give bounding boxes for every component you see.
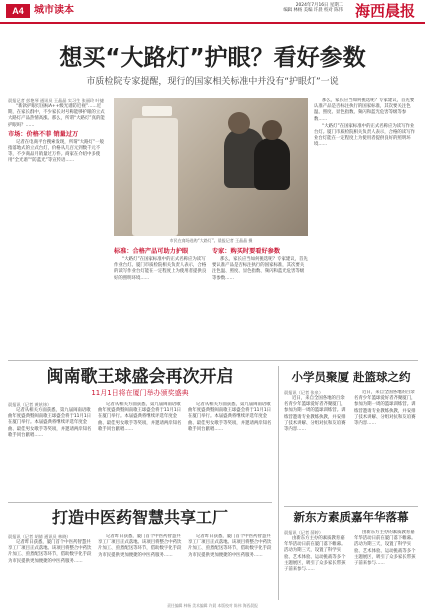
- new-column-2: [354, 530, 418, 600]
- music-column-1: [8, 402, 92, 498]
- editors-text: 编辑 林杨 美编 许晨 校对 陈伟: [283, 8, 343, 14]
- masthead-logo: 海西晨报: [354, 2, 415, 20]
- music-story: [8, 366, 272, 398]
- lead-column-3: [212, 246, 308, 356]
- new-headline: 新东方素质嘉年华落幕: [293, 510, 409, 524]
- youth-divider: [284, 506, 418, 507]
- header-rule: [0, 22, 425, 24]
- tcm-column-2: [98, 534, 182, 600]
- section-divider: [8, 360, 418, 361]
- youth-column-2: [354, 390, 418, 502]
- youth-byline: 晨报讯（记者 张泉）: [284, 390, 324, 395]
- page-header: [0, 0, 425, 22]
- music-column-2: [98, 402, 182, 498]
- lead-photo-caption: 市民在商场选购“大路灯”。晨报记者 王晶晶 摄: [169, 238, 253, 243]
- section-title: 城市读本: [34, 5, 74, 16]
- tcm-text-3: 记者昨日获悉，厦门首个中医药智慧共享工厂项目正式落地。该项目将整合中药饮片加工、煎煮配送等环节，借助数字化手段为市民提供更加便捷的中医药服务……: [188, 534, 272, 558]
- tcm-headline: 打造中医药智慧共享工厂: [51, 508, 228, 527]
- date-line: [283, 3, 343, 14]
- lead-column-2: [114, 246, 208, 356]
- youth-column-1: [284, 390, 348, 502]
- vertical-divider: [278, 366, 279, 600]
- lead-subheadline: 市质检院专家提醒，现行的国家相关标准中并没有“护眼灯”一说: [86, 77, 339, 87]
- music-text-2: 记者从相关方面获悉，第九届闽南语歌曲年度盛典暨闽南歌王球盛会将于11月1日在厦门举行。本届盛典将继续评选年度金曲、最佳男女歌手等奖项，并邀请两岸知名歌手同台献唱……: [98, 402, 182, 432]
- youth-text-2: 近日，来自全国各地的百余名青少年篮球爱好者齐聚厦门，参加为期一周的篮球训练营。训练营邀请专业教练执教，并安排了技术讲解、分组对抗和友谊赛等内容……: [354, 390, 416, 427]
- lead-column-1: [8, 98, 108, 356]
- music-byline: 晨报讯（记者 黄炫炜）: [8, 402, 52, 407]
- new-column-1: [284, 530, 348, 600]
- tcm-text-1: 记者昨日获悉，厦门首个中医药智慧共享工厂项目正式落地。该项目将整合中药饮片加工、煎煮配送等环节，借助数字化手段为市民提供更加便捷的中医药服务……: [8, 540, 92, 564]
- music-text-3: 记者从相关方面获悉，第九届闽南语歌曲年度盛典暨闽南歌王球盛会将于11月1日在厦门举行。本届盛典将继续评选年度金曲、最佳男女歌手等奖项，并邀请两岸知名歌手同台献唱……: [188, 402, 272, 432]
- lead-section-title-2: 标准：合格产品可助力护眼: [114, 248, 189, 255]
- youth-headline: 小学员聚厦 赴篮球之约: [291, 370, 411, 384]
- page-number: A4: [6, 4, 30, 18]
- music-headline: 闽南歌王球盛会再次开启: [46, 367, 234, 387]
- date-text: 2024年7月16日 星期二: [295, 3, 343, 8]
- lead-photo: [114, 98, 308, 236]
- lead-continued-text: 那么，家长应当如何挑选呢？专家建议，首先要认准产品是否标注执行的国家标准，其次要关注色温、照度、显色指数、频闪和蓝光危害等级等参数……: [314, 98, 415, 122]
- music-divider: [8, 502, 272, 503]
- lead-column-4: [314, 98, 418, 356]
- lead-headline: 想买“大路灯”护眼？看好参数: [59, 45, 366, 71]
- tcm-byline: 晨报讯（记者 胡倩 通讯员 林晓）: [8, 534, 71, 539]
- new-text-2: 由新东方主办的素质教育嘉年华活动日前在厦门落下帷幕。活动为期三天，设置了科学实验、艺术体验、运动挑战等多个主题展区，吸引了众多家长带孩子前来参与……: [354, 530, 416, 567]
- lead-section-text-2: “大路灯”在国家标准中的正式名称应为读写作业台灯。厦门市质检院相关负责人表示，合格的读写作业台灯能在一定程度上为使用者提供良好的照明环境……: [114, 257, 207, 281]
- lead-continued-text-2: “大路灯”在国家标准中的正式名称应为读写作业台灯。厦门市质检院相关负责人表示，合格的读写作业台灯能在一定程度上为使用者提供良好的照明环境……: [314, 123, 415, 148]
- music-subheadline: 11月1日将在厦门举办颁奖盛典: [91, 389, 189, 397]
- lead-intro-text: “新款护眼灯国标A++级光谱防近视”……近期，在家长群中，不少家长对号称能够护眼的立式大路灯产品热情高涨。那么，所谓“大路灯”真的能护眼吗？……: [8, 104, 105, 128]
- new-byline: 晨报讯（记者 薛婷）: [284, 530, 324, 535]
- music-column-3: [188, 402, 272, 498]
- tcm-text-2: 记者昨日获悉，厦门首个中医药智慧共享工厂项目正式落地。该项目将整合中药饮片加工、煎煮配送等环节，借助数字化手段为市民提供更加便捷的中医药服务……: [98, 534, 182, 558]
- page-footer: 责任编辑 林杨 美术编辑 许晨 本版校对 陈伟 海西晨报: [167, 603, 258, 608]
- lead-section-text-3: 那么，家长应当如何挑选呢？专家建议，首先要认准产品是否标注执行的国家标准，其次要关注色温、照度、显色指数、频闪和蓝光危害等级等参数……: [212, 257, 308, 281]
- youth-text-1: 近日，来自全国各地的百余名青少年篮球爱好者齐聚厦门，参加为期一周的篮球训练营。训练营邀请专业教练执教，并安排了技术讲解、分组对抗和友谊赛等内容……: [284, 396, 346, 433]
- lead-byline: 晨报记者 彭艳琴 通讯员 王晶晶 实习生 张丽玲 叶捷: [8, 98, 104, 103]
- lead-section-title-1: 市场：价格不菲 销量过万: [8, 130, 79, 138]
- lead-section-title-3: 专家：购买时要看好参数: [212, 248, 281, 255]
- lead-section-text-1: 记者在电商平台搜索发现，所谓“大路灯”一般指落地式的立式台灯，价格从几百元到数千元不等，不少商品月销量过万件。商家在介绍中多使用“全光谱”“防蓝光”等宣传语……: [8, 139, 104, 164]
- new-text-1: 由新东方主办的素质教育嘉年华活动日前在厦门落下帷幕。活动为期三天，设置了科学实验、艺术体验、运动挑战等多个主题展区，吸引了众多家长带孩子前来参与……: [284, 536, 346, 573]
- tcm-column-1: [8, 534, 92, 600]
- music-text-1: 记者从相关方面获悉，第九届闽南语歌曲年度盛典暨闽南歌王球盛会将于11月1日在厦门举行。本届盛典将继续评选年度金曲、最佳男女歌手等奖项，并邀请两岸知名歌手同台献唱……: [8, 408, 92, 438]
- tcm-column-3: [188, 534, 272, 600]
